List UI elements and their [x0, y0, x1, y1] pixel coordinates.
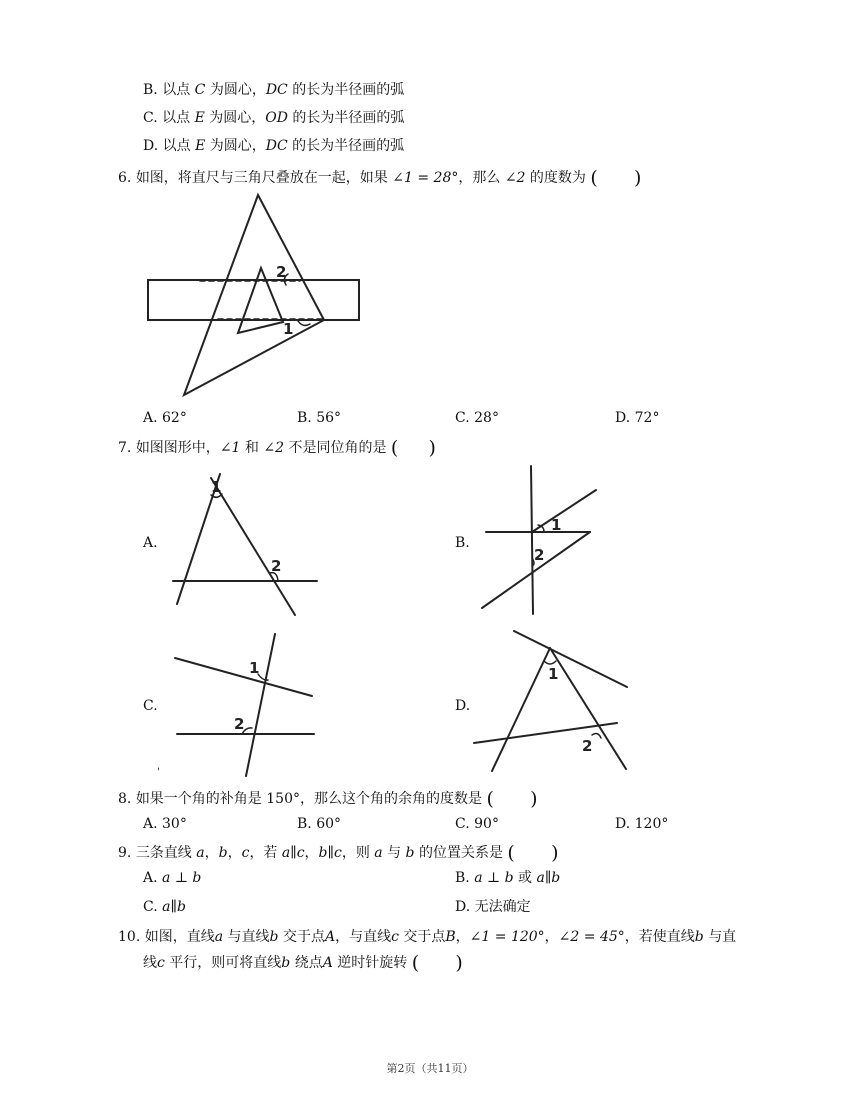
q8-option-d: D. 120°: [615, 816, 669, 832]
svg-text:1: 1: [551, 516, 562, 534]
q8-option-a: A. 30°: [143, 816, 187, 832]
q6-option-c: C. 28°: [455, 410, 499, 426]
q9-option-a: A. a ⊥ b: [143, 870, 202, 886]
q7-figure-b: [478, 462, 608, 622]
q7-option-a-label: A.: [143, 535, 158, 551]
q5-option-c: C. 以点 E 为圆心，OD 的长为半径画的弧: [143, 110, 405, 126]
q7-stem: 7. 如图图形中，∠1 和 ∠2 不是同位角的是 ( ): [118, 437, 436, 459]
q9-option-d: D. 无法确定: [455, 899, 531, 915]
angle-label-1: 1: [283, 320, 294, 338]
svg-text:1: 1: [249, 659, 260, 677]
q8-option-c: C. 90°: [455, 816, 499, 832]
angle-label-2: 2: [276, 263, 287, 281]
answer-paren: ( ): [486, 788, 538, 810]
svg-text:2: 2: [534, 546, 545, 564]
svg-text:2: 2: [271, 557, 282, 575]
set-square-outer: [184, 195, 324, 395]
answer-paren: ( ): [507, 842, 559, 864]
q10-stem-line1: 10. 如图，直线a 与直线b 交于点A，与直线c 交于点B，∠1 = 120°，∠2 = 45°，若使直线b 与直: [118, 929, 737, 945]
q6-option-a: A. 62°: [143, 410, 187, 426]
q8-option-b: B. 60°: [297, 816, 342, 832]
q7-figure-d: [470, 625, 630, 780]
svg-text:2: 2: [582, 737, 593, 755]
q7-figure-a: [165, 470, 325, 620]
q7-option-b-label: B.: [455, 535, 470, 551]
q6-option-b: B. 56°: [297, 410, 342, 426]
angle-arc-1: [298, 321, 310, 325]
q7-option-d-label: D.: [455, 698, 471, 714]
page-footer: 第2页（共11页）: [386, 1062, 474, 1075]
answer-paren: ( ): [590, 167, 642, 189]
answer-paren: ( ): [411, 952, 463, 974]
q9-option-c: C. a∥b: [143, 899, 186, 915]
q5-option-b: B. 以点 C 为圆心，DC 的长为半径画的弧: [143, 82, 405, 98]
q7-figure-c: [170, 630, 320, 780]
q7-option-c-label: C.: [143, 698, 158, 714]
q6-stem: 6. 如图，将直尺与三角尺叠放在一起，如果 ∠1 = 28°，那么 ∠2 的度数为 ( ): [118, 167, 642, 189]
q8-stem: 8. 如果一个角的补角是 150°，那么这个角的余角的度数是 ( ): [118, 788, 538, 810]
ruler: [148, 280, 359, 320]
q6-ruler-triangle-figure: [140, 190, 370, 400]
q5-option-d: D. 以点 E 为圆心，DC 的长为半径画的弧: [143, 138, 405, 154]
svg-text:1: 1: [211, 478, 222, 496]
q9-option-b: B. a ⊥ b 或 a∥b: [455, 870, 561, 886]
stray-mark: ': [157, 767, 160, 778]
q6-option-d: D. 72°: [615, 410, 660, 426]
q9-stem: 9. 三条直线 a，b，c，若 a∥c，b∥c，则 a 与 b 的位置关系是 ( ): [118, 842, 559, 864]
q10-stem-line2: 线c 平行，则可将直线b 绕点A 逆时针旋转 ( ): [143, 952, 463, 974]
answer-paren: ( ): [390, 437, 436, 459]
svg-text:1: 1: [548, 665, 559, 683]
svg-text:2: 2: [234, 715, 245, 733]
